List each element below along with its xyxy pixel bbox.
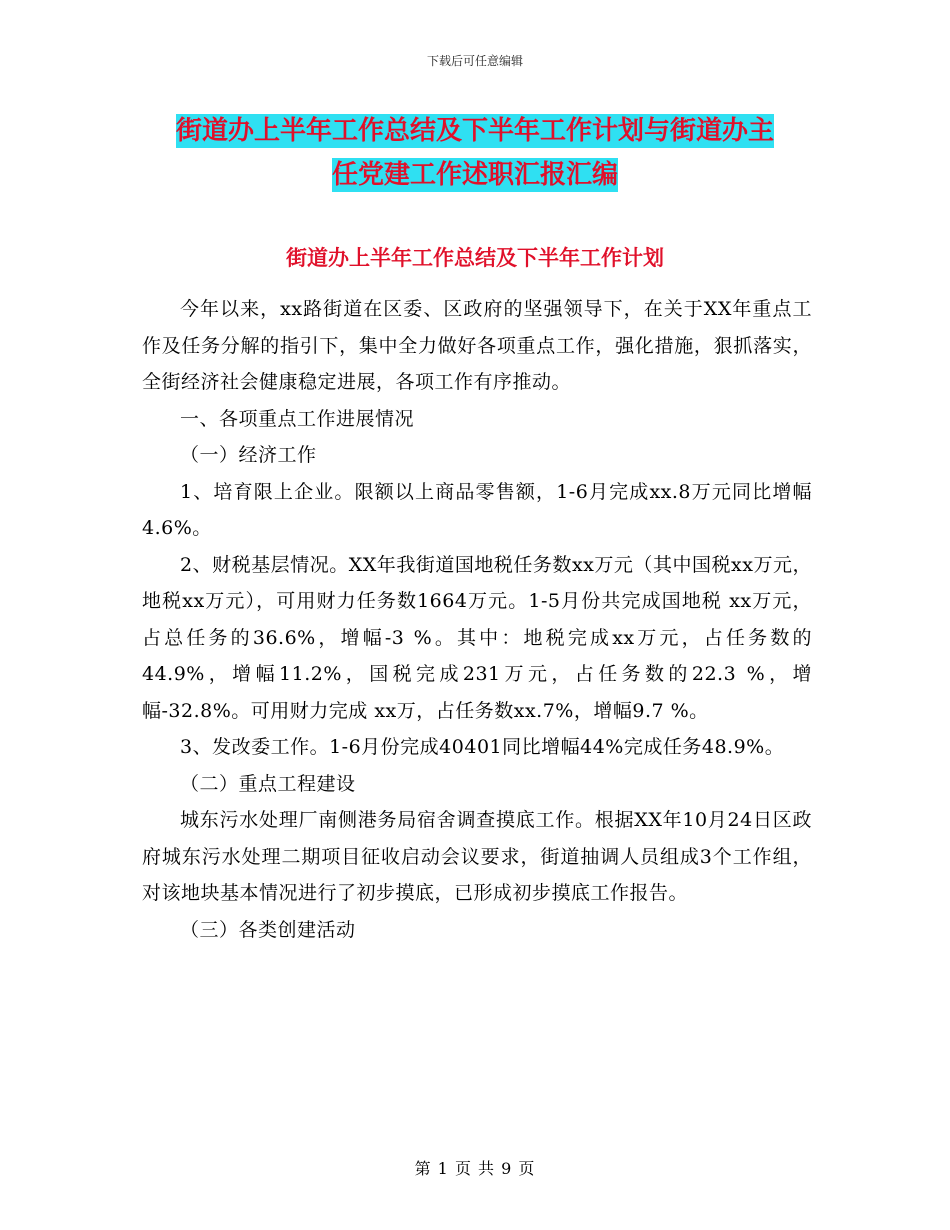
paragraph-intro: 今年以来，xx路街道在区委、区政府的坚强领导下，在关于XX年重点工作及任务分解的指引下，集中全力做好各项重点工作，强化措施，狠抓落实，全街经济社会健康稳定进展，各项工作有序推动。 <box>142 298 812 393</box>
subheading-activities: （三）各类创建活动 <box>180 918 356 941</box>
subheading-projects: （二）重点工程建设 <box>180 772 356 795</box>
document-body <box>142 291 812 948</box>
paragraph-development: 3、发改委工作。1-6月份完成40401同比增幅44%完成任务48.9%。 <box>180 736 785 758</box>
page-number-footer: 第 1 页 共 9 页 <box>414 1159 536 1178</box>
paragraph-tax: 2、财税基层情况。XX年我街道国地税任务数xx万元（其中国税xx万元，地税xx万元），可用财力任务数1664万元。1-5月份共完成国地税 xx万元，占总任务的36.6%，增幅-3 %。其中：地税完成xx万元，占任务数的44.9%，增幅11.2%，国税完成231万元，占任务数的22.3 %，增幅-32.8%。可用财力完成 xx万，占任务数xx.7%，增幅9.7 %。 <box>142 553 812 722</box>
title-text-1: 街道办上半年工作总结及下半年工作计划与街道办主 <box>175 116 774 146</box>
title-text-2: 任党建工作述职汇报汇编 <box>331 160 618 190</box>
subheading-economy: （一）经济工作 <box>180 444 317 466</box>
document-title-line-2 <box>140 148 810 202</box>
paragraph-sewage: 城东污水处理厂南侧港务局宿舍调查摸底工作。根据XX年10月24日区政府城东污水处理二期项目征收启动会议要求，街道抽调人员组成3个工作组，对该地块基本情况进行了初步摸底，已形成初步摸底工作报告。 <box>142 809 812 904</box>
paragraph-enterprise: 1、培育限上企业。限额以上商品零售额，1-6月完成xx.8万元同比增幅4.6%。 <box>142 480 812 539</box>
section-title: 街道办上半年工作总结及下半年工作计划 <box>286 246 664 270</box>
header-note: 下载后可任意编辑 <box>426 54 523 68</box>
heading-key-work: 一、各项重点工作进展情况 <box>180 407 415 430</box>
